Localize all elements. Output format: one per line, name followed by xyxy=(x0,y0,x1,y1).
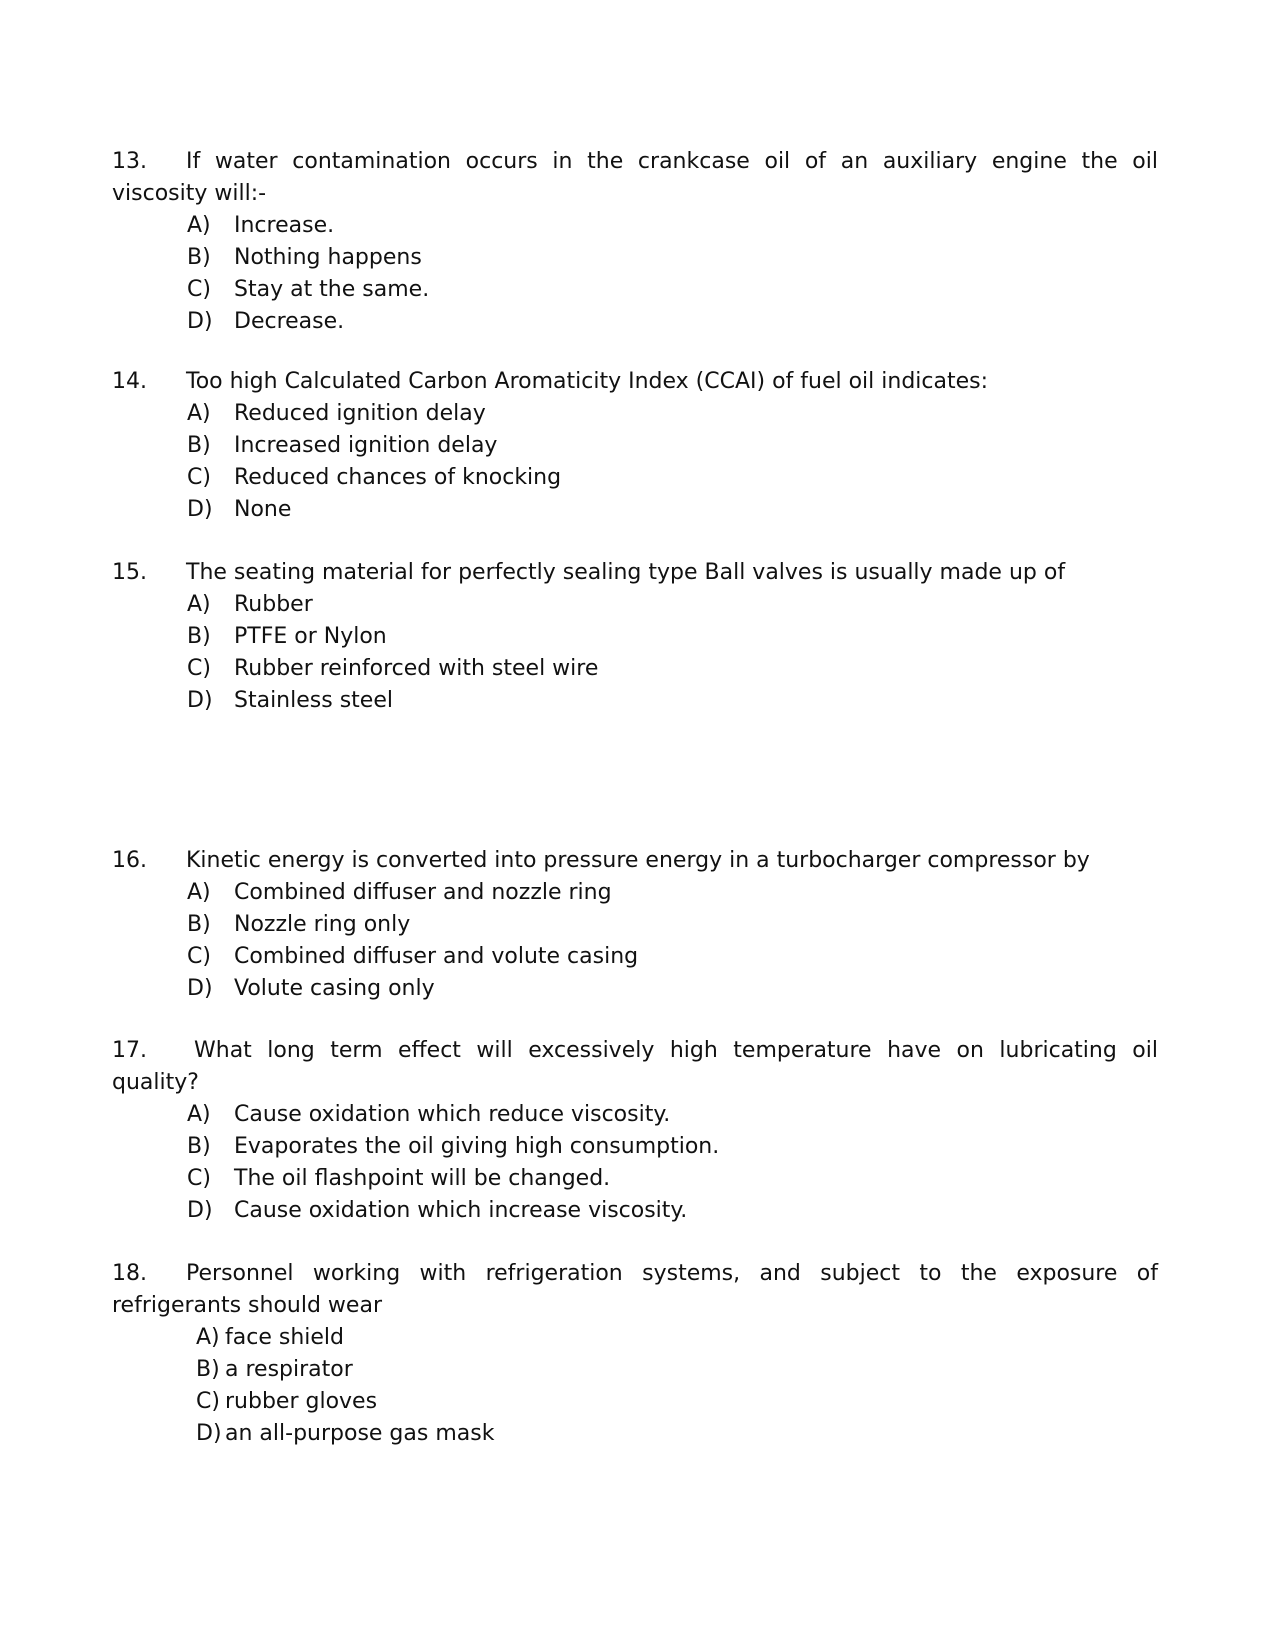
option-a[interactable] xyxy=(112,210,1158,242)
question-number: 13. xyxy=(112,149,147,174)
option-label: C) xyxy=(187,656,211,681)
question-text: If water contamination occurs in the crankcase oil of an auxiliary engine the oil viscosity will:- xyxy=(112,149,1158,206)
option-label: A) xyxy=(187,1102,211,1127)
option-label: C) xyxy=(187,944,211,969)
question-text: The seating material for perfectly sealing type Ball valves is usually made up of xyxy=(186,560,1066,585)
option-text: Reduced ignition delay xyxy=(234,401,486,426)
question-text: Personnel working with refrigeration systems, and subject to the exposure of refrigerants should wear xyxy=(112,1261,1158,1318)
option-text: Rubber reinforced with steel wire xyxy=(234,656,599,681)
question-stem xyxy=(112,366,1158,398)
question-stem xyxy=(112,1035,1158,1099)
option-d[interactable] xyxy=(112,685,1158,717)
options-list xyxy=(112,398,1158,526)
option-text: Rubber xyxy=(234,592,313,617)
question-17 xyxy=(112,1035,1158,1227)
option-b[interactable] xyxy=(112,621,1158,653)
question-number: 14. xyxy=(112,369,147,394)
question-14 xyxy=(112,366,1158,526)
question-stem xyxy=(112,1258,1158,1322)
question-16 xyxy=(112,845,1158,1005)
question-stem xyxy=(112,557,1158,589)
option-label: C) xyxy=(187,1166,211,1191)
option-text: Decrease. xyxy=(234,309,345,334)
option-text: Reduced chances of knocking xyxy=(234,465,562,490)
option-text: None xyxy=(234,497,292,522)
option-text: Increased ignition delay xyxy=(234,433,498,458)
option-text: Nozzle ring only xyxy=(234,912,411,937)
question-15 xyxy=(112,557,1158,717)
option-d[interactable] xyxy=(112,306,1158,338)
question-number: 17. xyxy=(112,1038,147,1063)
option-label: C) xyxy=(196,1389,220,1414)
option-label: B) xyxy=(187,433,211,458)
option-label: C) xyxy=(187,277,211,302)
options-list xyxy=(112,1322,1158,1450)
option-label: D) xyxy=(187,976,213,1001)
option-text: The oil flashpoint will be changed. xyxy=(234,1166,611,1191)
question-stem xyxy=(112,146,1158,210)
options-list xyxy=(112,589,1158,717)
option-c[interactable] xyxy=(112,462,1158,494)
option-a[interactable] xyxy=(112,877,1158,909)
option-text: Evaporates the oil giving high consumption. xyxy=(234,1134,720,1159)
option-c[interactable] xyxy=(112,941,1158,973)
option-b[interactable] xyxy=(112,1354,1158,1386)
option-text: face shield xyxy=(225,1325,344,1350)
question-stem xyxy=(112,845,1158,877)
question-13 xyxy=(112,146,1158,338)
option-label: D) xyxy=(187,688,213,713)
option-d[interactable] xyxy=(112,494,1158,526)
option-b[interactable] xyxy=(112,242,1158,274)
option-label: D) xyxy=(196,1421,222,1446)
option-text: a respirator xyxy=(225,1357,353,1382)
option-label: D) xyxy=(187,1198,213,1223)
option-a[interactable] xyxy=(112,398,1158,430)
option-text: Increase. xyxy=(234,213,335,238)
option-label: A) xyxy=(187,213,211,238)
option-text: rubber gloves xyxy=(225,1389,378,1414)
option-d[interactable] xyxy=(112,1418,1158,1450)
option-a[interactable] xyxy=(112,1099,1158,1131)
options-list xyxy=(112,210,1158,338)
options-list xyxy=(112,1099,1158,1227)
option-text: PTFE or Nylon xyxy=(234,624,387,649)
option-b[interactable] xyxy=(112,909,1158,941)
option-text: Nothing happens xyxy=(234,245,422,270)
option-label: A) xyxy=(196,1325,220,1350)
option-label: C) xyxy=(187,465,211,490)
option-label: A) xyxy=(187,880,211,905)
option-label: A) xyxy=(187,401,211,426)
option-c[interactable] xyxy=(112,653,1158,685)
option-b[interactable] xyxy=(112,1131,1158,1163)
option-label: B) xyxy=(187,1134,211,1159)
option-text: Cause oxidation which reduce viscosity. xyxy=(234,1102,671,1127)
options-list xyxy=(112,877,1158,1005)
option-label: B) xyxy=(187,624,211,649)
option-label: B) xyxy=(196,1357,220,1382)
option-b[interactable] xyxy=(112,430,1158,462)
question-number: 18. xyxy=(112,1261,147,1286)
option-c[interactable] xyxy=(112,1386,1158,1418)
option-text: Volute casing only xyxy=(234,976,435,1001)
option-c[interactable] xyxy=(112,1163,1158,1195)
option-text: Stainless steel xyxy=(234,688,393,713)
option-a[interactable] xyxy=(112,1322,1158,1354)
question-text: Kinetic energy is converted into pressure energy in a turbocharger compressor by xyxy=(186,848,1090,873)
option-label: B) xyxy=(187,245,211,270)
option-a[interactable] xyxy=(112,589,1158,621)
option-d[interactable] xyxy=(112,973,1158,1005)
question-text: Too high Calculated Carbon Aromaticity Index (CCAI) of fuel oil indicates: xyxy=(186,369,989,394)
question-18 xyxy=(112,1258,1158,1450)
option-text: Stay at the same. xyxy=(234,277,430,302)
question-number: 16. xyxy=(112,848,147,873)
option-c[interactable] xyxy=(112,274,1158,306)
option-text: Combined diffuser and nozzle ring xyxy=(234,880,612,905)
option-label: B) xyxy=(187,912,211,937)
option-label: A) xyxy=(187,592,211,617)
option-d[interactable] xyxy=(112,1195,1158,1227)
question-text: What long term effect will excessively high temperature have on lubricating oil quality? xyxy=(112,1038,1158,1095)
option-label: D) xyxy=(187,497,213,522)
option-text: Combined diffuser and volute casing xyxy=(234,944,639,969)
option-text: Cause oxidation which increase viscosity. xyxy=(234,1198,688,1223)
option-text: an all-purpose gas mask xyxy=(225,1421,495,1446)
question-number: 15. xyxy=(112,560,147,585)
option-label: D) xyxy=(187,309,213,334)
